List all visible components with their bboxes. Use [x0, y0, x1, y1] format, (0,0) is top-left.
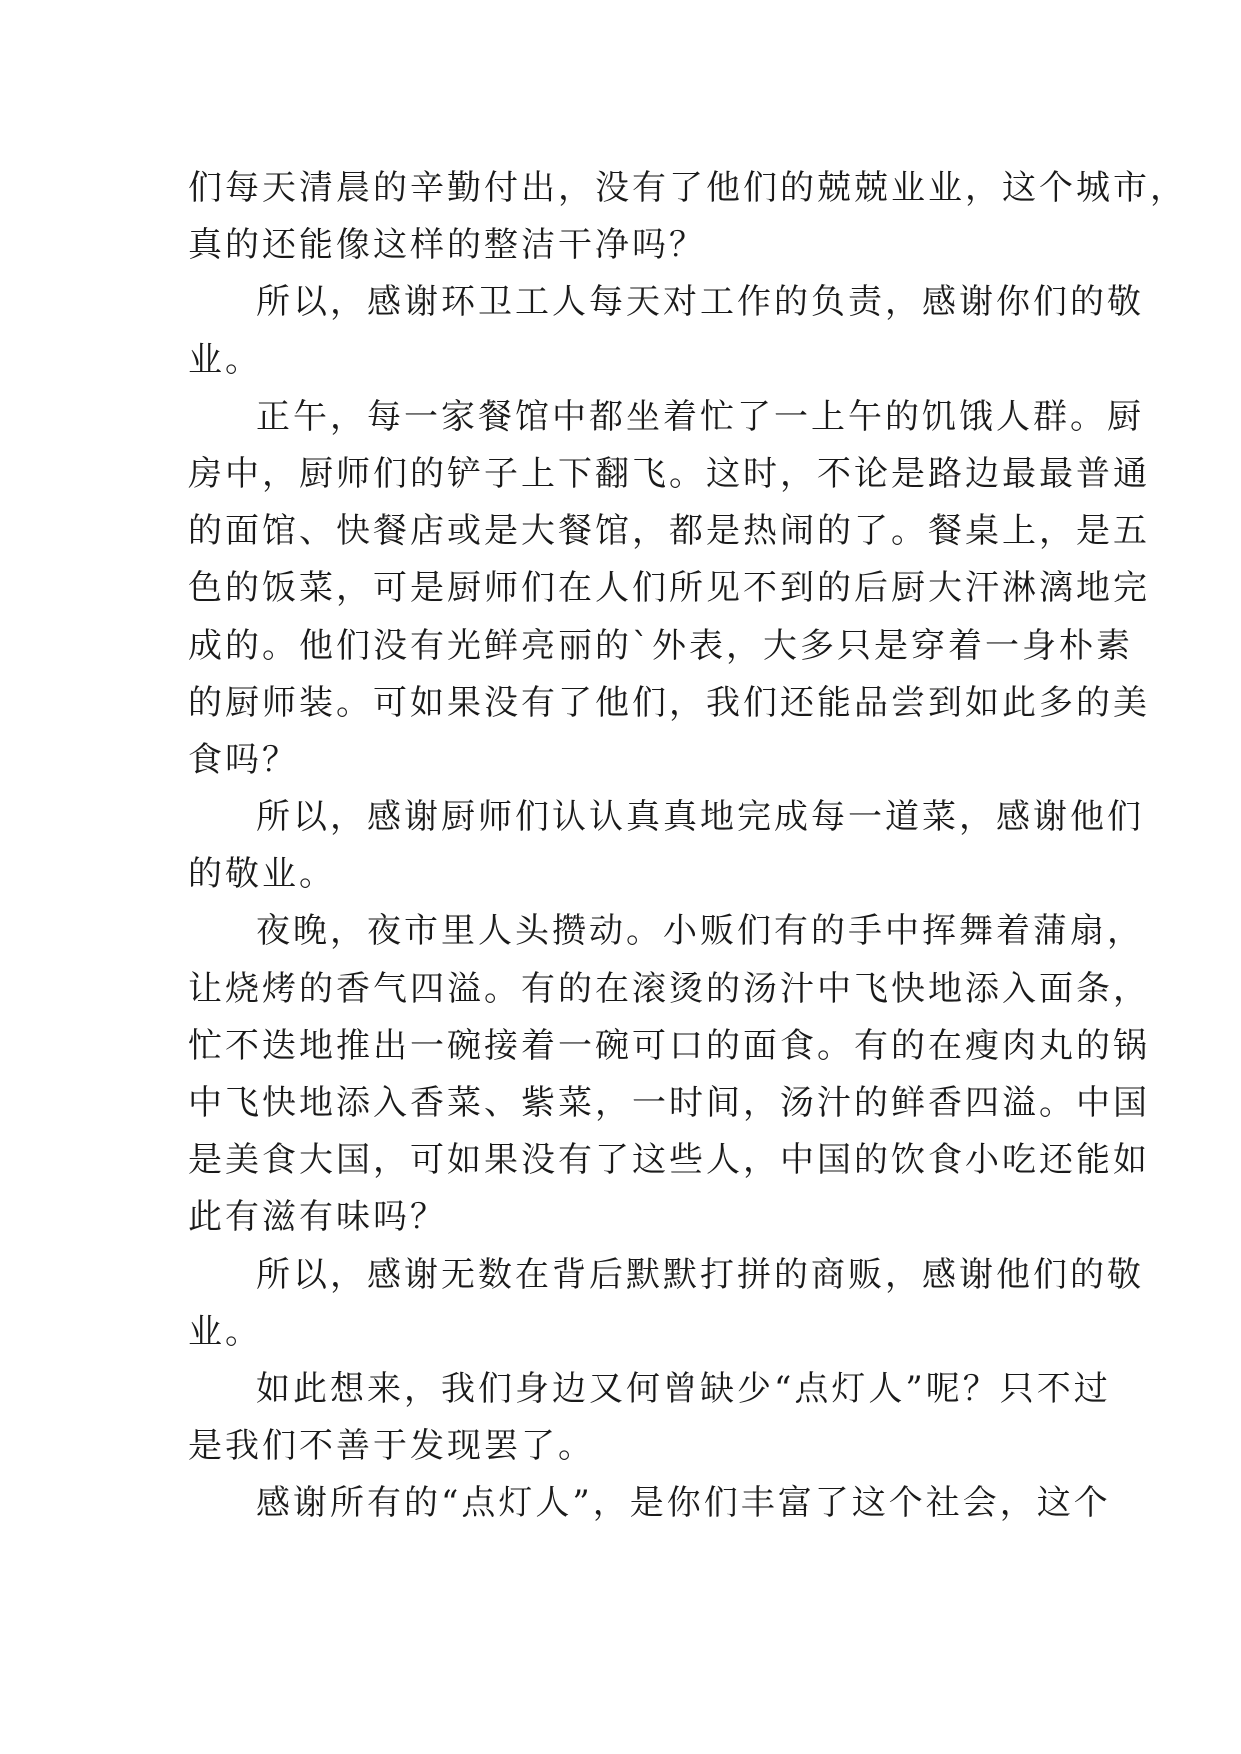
text-line: 忙不迭地推出一碗接着一碗可口的面食。有的在瘦肉丸的锅 — [188, 1025, 1150, 1066]
text-line: 的厨师装。可如果没有了他们，我们还能品尝到如此多的美 — [188, 682, 1150, 723]
text-line: 业。 — [188, 1311, 262, 1352]
text-line: 所以，感谢无数在背后默默打拼的商贩，感谢他们的敬 — [256, 1254, 1144, 1295]
text-line: 房中，厨师们的铲子上下翻飞。这时，不论是路边最最普通 — [188, 453, 1150, 494]
text-line: 成的。他们没有光鲜亮丽的`外表，大多只是穿着一身朴素 — [188, 625, 1133, 666]
text-line: 业。 — [188, 339, 262, 380]
text-line: 所以，感谢厨师们认认真真地完成每一道菜，感谢他们 — [256, 797, 1144, 838]
text-line: 是美食大国，可如果没有了这些人，中国的饮食小吃还能如 — [188, 1140, 1150, 1181]
text-line: 如此想来，我们身边又何曾缺少“点灯人”呢？只不过 — [256, 1368, 1111, 1409]
text-line: 食吗？ — [188, 739, 299, 780]
text-line: 正午，每一家餐馆中都坐着忙了一上午的饥饿人群。厨 — [256, 396, 1144, 437]
text-line: 们每天清晨的辛勤付出，没有了他们的兢兢业业，这个城市， — [188, 168, 1187, 208]
text-line: 真的还能像这样的整洁干净吗？ — [188, 225, 706, 266]
text-line: 色的饭菜，可是厨师们在人们所见不到的后厨大汗淋漓地完 — [188, 568, 1150, 609]
text-line: 此有滋有味吗？ — [188, 1197, 447, 1238]
text-line: 感谢所有的“点灯人”，是你们丰富了这个社会，这个 — [256, 1483, 1111, 1524]
body-text — [188, 160, 1187, 1533]
text-line: 是我们不善于发现罢了。 — [188, 1426, 595, 1467]
text-line: 的面馆、快餐店或是大餐馆，都是热闹的了。餐桌上，是五 — [188, 511, 1150, 552]
text-line: 让烧烤的香气四溢。有的在滚烫的汤汁中飞快地添入面条， — [188, 968, 1150, 1009]
text-line: 的敬业。 — [188, 854, 336, 895]
text-line: 夜晚，夜市里人头攒动。小贩们有的手中挥舞着蒲扇， — [256, 911, 1144, 952]
text-line: 所以，感谢环卫工人每天对工作的负责，感谢你们的敬 — [256, 282, 1144, 323]
text-line: 中飞快地添入香菜、紫菜，一时间，汤汁的鲜香四溢。中国 — [188, 1083, 1150, 1123]
